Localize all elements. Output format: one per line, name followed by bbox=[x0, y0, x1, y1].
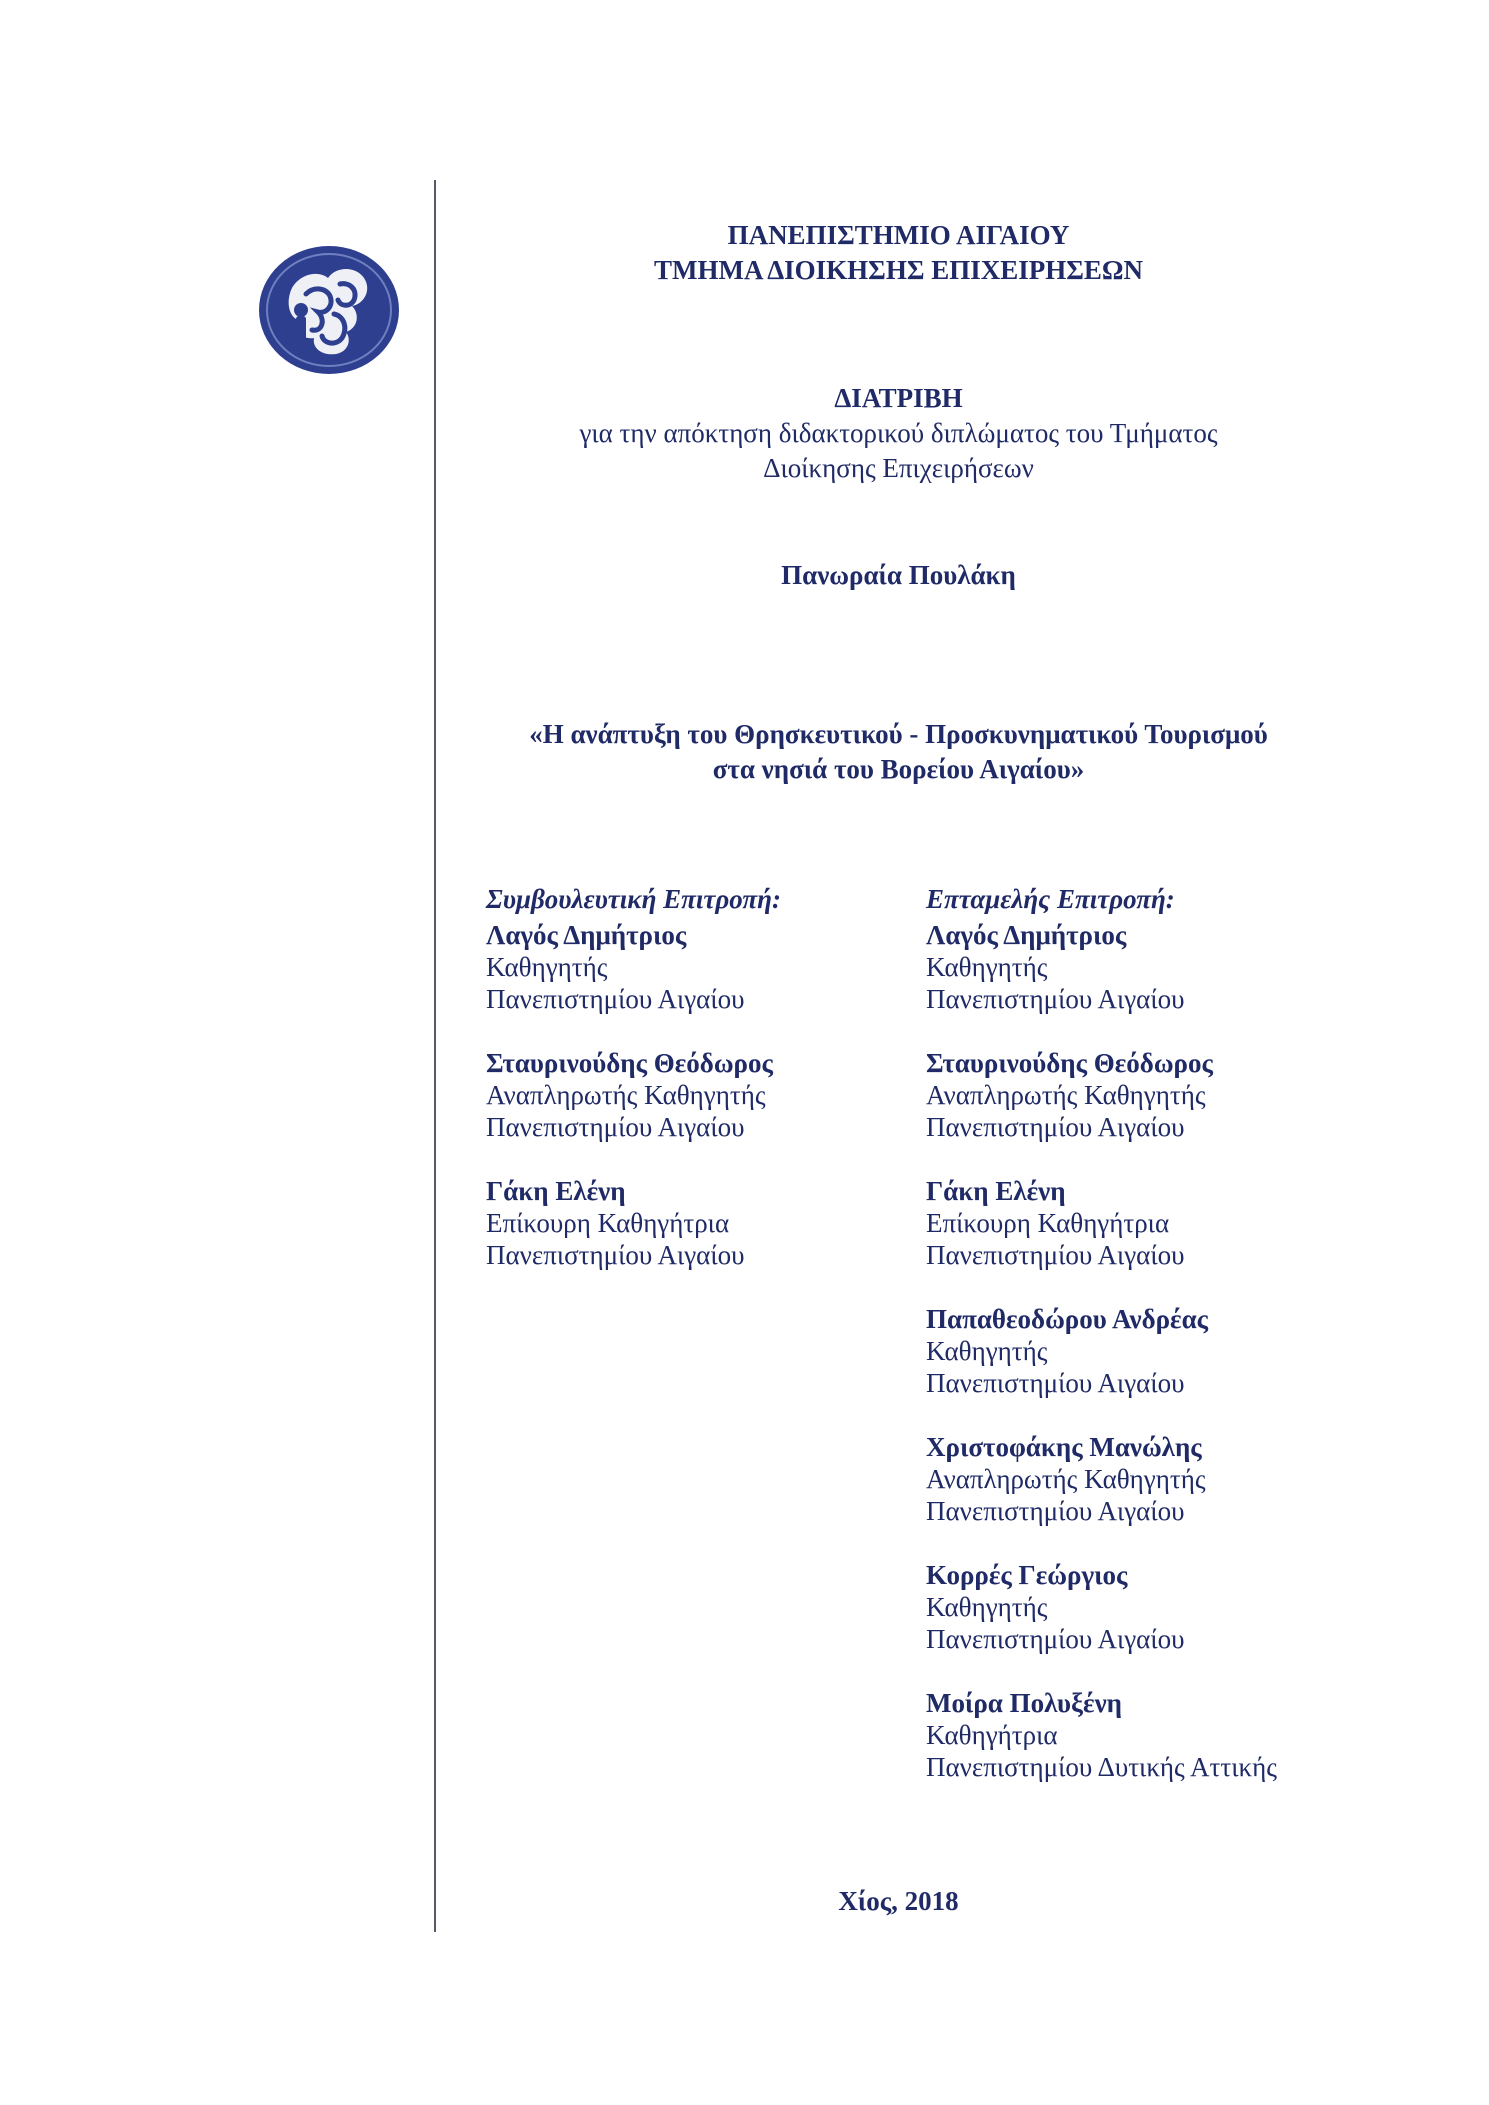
member-rank: Επίκουρη Καθηγήτρια bbox=[926, 1208, 1170, 1238]
committee-member bbox=[486, 1047, 781, 1143]
university-name: ΠΑΝΕΠΙΣΤΗΜΙΟ ΑΙΓΑΙΟΥ bbox=[727, 220, 1070, 250]
member-name: Παπαθεοδώρου Ανδρέας bbox=[926, 1304, 1209, 1334]
committee-member bbox=[926, 1303, 1277, 1399]
member-name: Λαγός Δημήτριος bbox=[926, 920, 1127, 950]
university-seal-icon bbox=[256, 244, 402, 376]
thesis-purpose-line2: Διοίκησης Επιχειρήσεων bbox=[763, 453, 1034, 483]
member-affiliation: Πανεπιστημίου Αιγαίου bbox=[486, 984, 745, 1014]
committee-member bbox=[486, 1175, 781, 1271]
member-affiliation: Πανεπιστημίου Αιγαίου bbox=[926, 1624, 1185, 1654]
examination-committee-heading: Επταμελής Επιτροπή: bbox=[926, 884, 1175, 914]
member-affiliation: Πανεπιστημίου Αιγαίου bbox=[926, 1368, 1185, 1398]
member-affiliation: Πανεπιστημίου Αιγαίου bbox=[926, 984, 1185, 1014]
committee-member bbox=[926, 1175, 1277, 1271]
member-name: Μοίρα Πολυξένη bbox=[926, 1688, 1122, 1718]
member-affiliation: Πανεπιστημίου Αιγαίου bbox=[926, 1496, 1185, 1526]
member-affiliation: Πανεπιστημίου Αιγαίου bbox=[486, 1112, 745, 1142]
thesis-type: ΔΙΑΤΡΙΒΗ bbox=[834, 383, 963, 413]
member-rank: Αναπληρωτής Καθηγητής bbox=[926, 1464, 1206, 1494]
committee-member bbox=[926, 1559, 1277, 1655]
advisory-committee-heading: Συμβουλευτική Επιτροπή: bbox=[486, 884, 781, 914]
thesis-title-line2: στα νησιά του Βορείου Αιγαίου» bbox=[712, 754, 1085, 784]
thesis-description bbox=[436, 381, 1361, 486]
committee-member bbox=[486, 919, 781, 1015]
member-name: Γάκη Ελένη bbox=[926, 1176, 1066, 1206]
member-name: Σταυρινούδης Θεόδωρος bbox=[926, 1048, 1213, 1078]
examination-committee bbox=[926, 883, 1277, 1815]
member-name: Κορρές Γεώργιος bbox=[926, 1560, 1128, 1590]
member-affiliation: Πανεπιστημίου Αιγαίου bbox=[486, 1240, 745, 1270]
institution-header bbox=[436, 218, 1361, 288]
advisory-committee bbox=[486, 883, 781, 1303]
place-and-year: Χίος, 2018 bbox=[838, 1886, 959, 1916]
member-affiliation: Πανεπιστημίου Αιγαίου bbox=[926, 1240, 1185, 1270]
member-rank: Επίκουρη Καθηγήτρια bbox=[486, 1208, 730, 1238]
department-name: ΤΜΗΜΑ ΔΙΟΙΚΗΣΗΣ ΕΠΙΧΕΙΡΗΣΕΩΝ bbox=[653, 255, 1144, 285]
committee-member bbox=[926, 1431, 1277, 1527]
member-rank: Αναπληρωτής Καθηγητής bbox=[926, 1080, 1206, 1110]
member-name: Λαγός Δημήτριος bbox=[486, 920, 687, 950]
member-rank: Καθηγητής bbox=[926, 1336, 1048, 1366]
member-affiliation: Πανεπιστημίου Αιγαίου bbox=[926, 1112, 1185, 1142]
member-rank: Καθηγητής bbox=[486, 952, 608, 982]
member-rank: Καθηγητής bbox=[926, 1592, 1048, 1622]
member-name: Σταυρινούδης Θεόδωρος bbox=[486, 1048, 773, 1078]
member-affiliation: Πανεπιστημίου Δυτικής Αττικής bbox=[926, 1752, 1277, 1782]
committee-member bbox=[926, 1047, 1277, 1143]
thesis-title bbox=[436, 717, 1361, 787]
member-name: Γάκη Ελένη bbox=[486, 1176, 626, 1206]
member-rank: Καθηγήτρια bbox=[926, 1720, 1058, 1750]
thesis-title-line1: «Η ανάπτυξη του Θρησκευτικού - Προσκυνηματικού Τουρισμού bbox=[529, 719, 1268, 749]
member-rank: Καθηγητής bbox=[926, 952, 1048, 982]
member-rank: Αναπληρωτής Καθηγητής bbox=[486, 1080, 766, 1110]
committee-member bbox=[926, 919, 1277, 1015]
thesis-purpose-line1: για την απόκτηση διδακτορικού διπλώματος του Τμήματος bbox=[579, 418, 1218, 448]
author-name: Πανωραία Πουλάκη bbox=[781, 560, 1016, 590]
member-name: Χριστοφάκης Μανώλης bbox=[926, 1432, 1202, 1462]
committee-member bbox=[926, 1687, 1277, 1783]
